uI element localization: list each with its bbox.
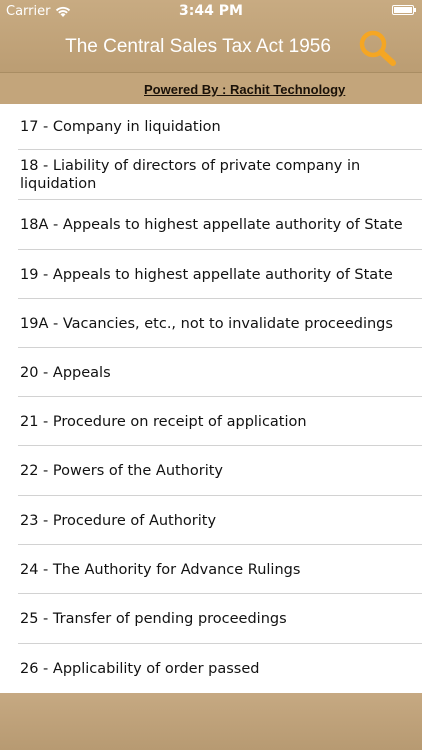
section-label: 23 - Procedure of Authority [20,512,217,529]
section-label: 25 - Transfer of pending proceedings [20,611,287,627]
list-item[interactable] [0,150,422,200]
battery-fill [394,7,412,13]
section-label: 18A - Appeals to highest appellate authority of State [20,217,403,233]
section-label: 19 - Appeals to highest appellate authority of State [20,266,393,283]
list-item[interactable] [0,348,422,397]
status-time: 3:44 PM [179,3,243,19]
status-bar [0,0,422,22]
section-label: 26 - Applicability of order passed [20,660,260,677]
powered-by-banner [0,72,422,104]
section-label: 17 - Company in liquidation [20,119,221,135]
navigation-bar [0,0,422,72]
section-label: 18 - Liability of directors of private company in liquidation [20,158,361,192]
list-item[interactable] [0,104,422,150]
list-item[interactable] [0,250,422,299]
list-item[interactable] [0,446,422,496]
list-item[interactable] [0,644,422,693]
list-item[interactable] [0,299,422,348]
list-item[interactable] [0,200,422,250]
bottom-bar [0,693,422,750]
page-title: The Central Sales Tax Act 1956 [65,36,331,57]
carrier-label: Carrier [6,4,51,19]
list-item[interactable] [0,545,422,594]
powered-by-link[interactable]: Powered By : Rachit Technology [144,82,346,97]
section-label: 19A - Vacancies, etc., not to invalidate proceedings [20,315,393,332]
list-item[interactable] [0,594,422,644]
list-item[interactable] [0,397,422,446]
section-label: 21 - Procedure on receipt of application [20,413,307,430]
search-icon[interactable] [356,28,398,68]
section-label: 20 - Appeals [20,364,111,381]
battery-icon [392,5,414,15]
list-item[interactable] [0,496,422,545]
section-label: 22 - Powers of the Authority [20,463,224,479]
section-label: 24 - The Authority for Advance Rulings [20,561,301,578]
